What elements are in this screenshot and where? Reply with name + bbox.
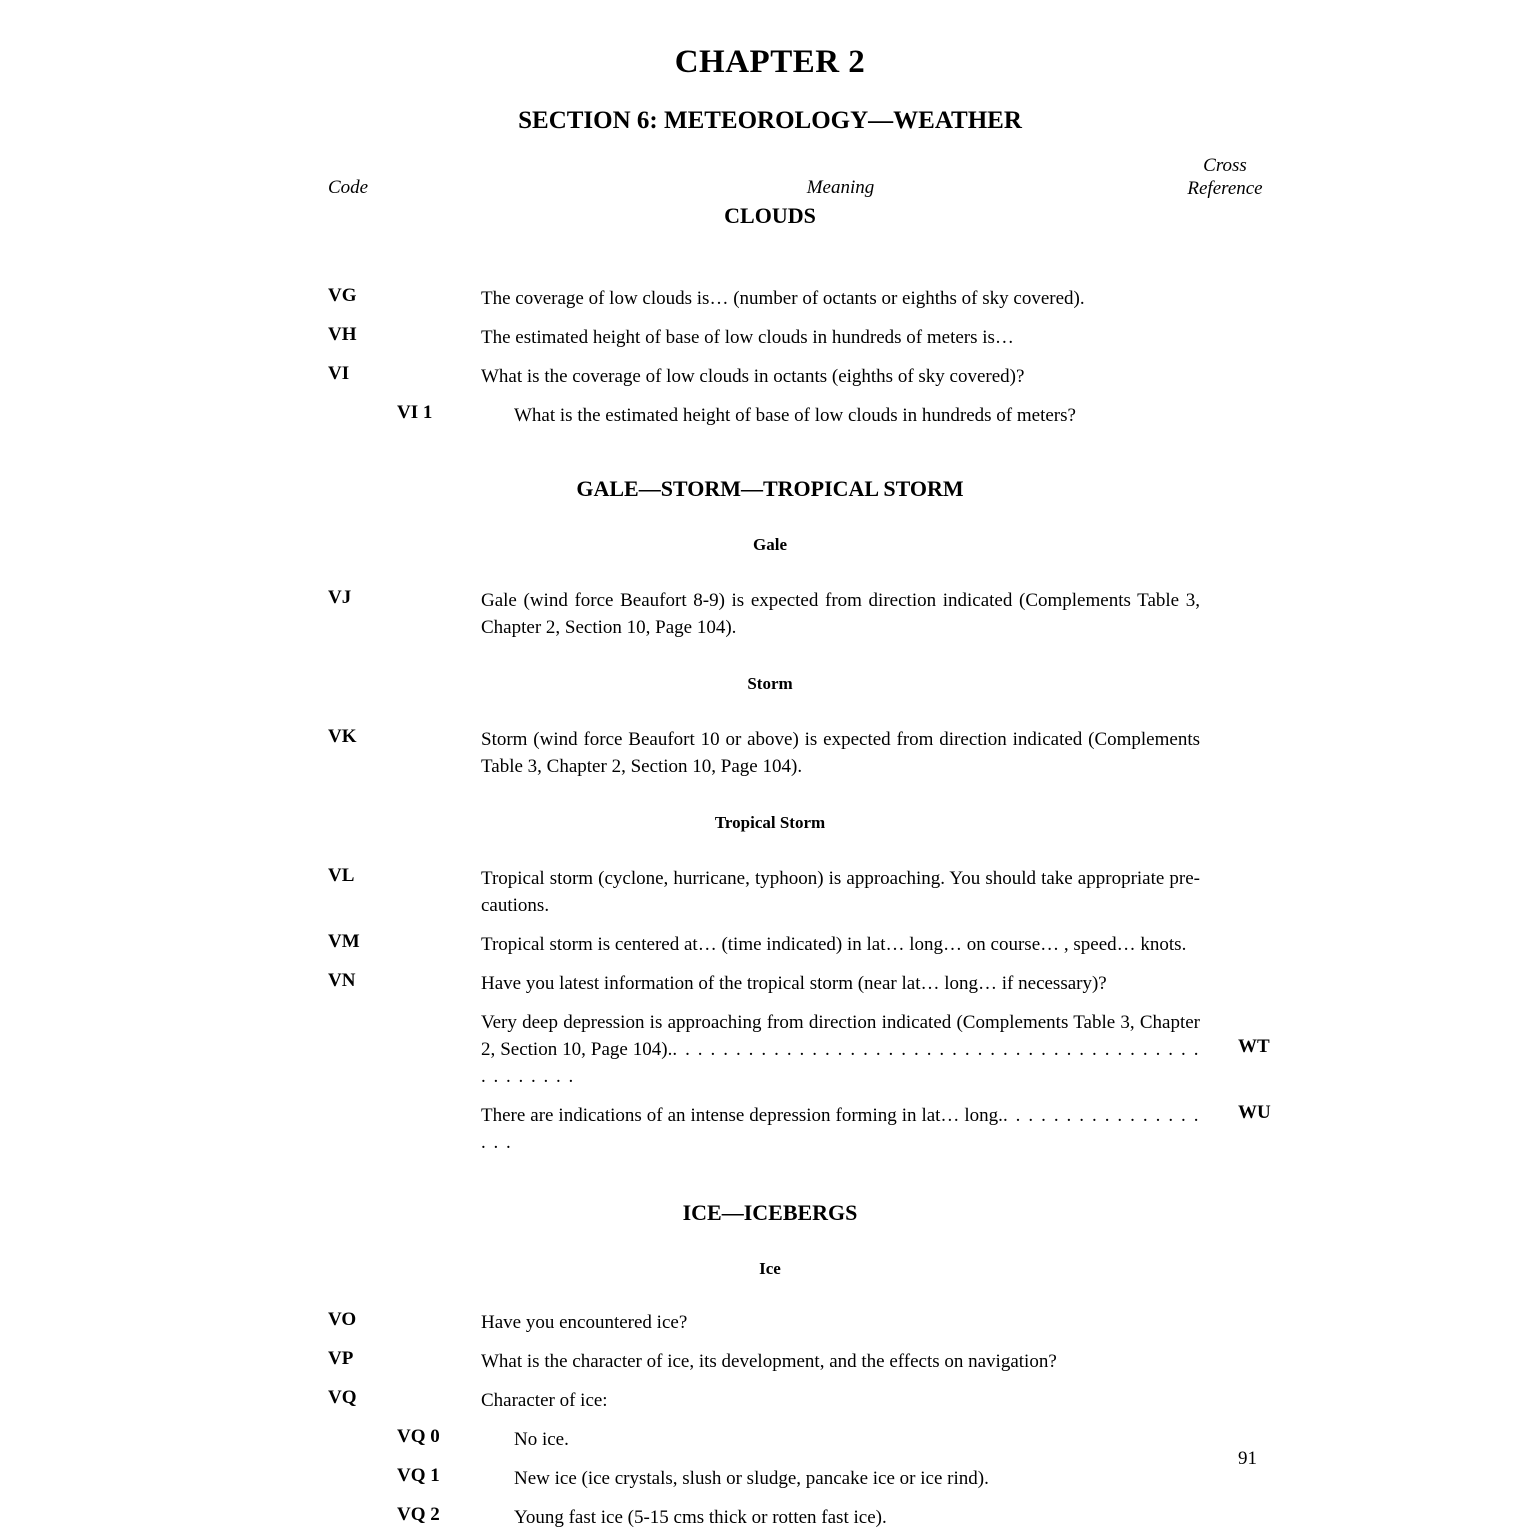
entry-code: VQ 1	[397, 1465, 440, 1486]
entry-code: VJ	[328, 587, 352, 608]
entry-code: VL	[328, 865, 355, 886]
column-header-code: Code	[328, 177, 369, 198]
entry-code: VO	[328, 1309, 357, 1330]
entry-meaning	[481, 1009, 1200, 1090]
entry-vi	[0, 363, 1540, 390]
entry-vm	[0, 931, 1540, 958]
entry-meaning: What is the character of ice, its development, and the effects on navigation?	[481, 1351, 1057, 1372]
entry-meaning-text: There are indications of an intense depression forming in lat… long.	[481, 1105, 1003, 1126]
entry-meaning	[481, 1102, 1200, 1156]
heading-ice-icebergs: ICE—ICEBERGS	[682, 1200, 858, 1225]
entry-meaning: What is the estimated height of base of low clouds in hundreds of meters?	[514, 405, 1076, 426]
column-header-meaning: Meaning	[806, 177, 875, 198]
entry-code: VQ 2	[397, 1504, 440, 1525]
column-header-cross-reference	[1160, 154, 1290, 200]
column-header-cross-reference-line1: Cross	[1203, 155, 1247, 176]
entry-code: VQ 0	[397, 1426, 440, 1447]
dot-leader: . . . . . . . . . . . . . . . . . . .	[481, 1105, 1201, 1153]
entry-code: VK	[328, 726, 357, 747]
cross-reference-code: WT	[1238, 1036, 1270, 1057]
subheading-ice: Ice	[759, 1259, 781, 1278]
section-title: SECTION 6: METEOROLOGY—WEATHER	[518, 107, 1022, 134]
entry-vo	[0, 1309, 1540, 1336]
entry-meaning: The coverage of low clouds is… (number of octants or eighths of sky covered).	[481, 288, 1085, 309]
entry-meaning: Tropical storm is centered at… (time indicated) in lat… long… on course… , speed… knots.	[481, 934, 1187, 955]
heading-clouds: CLOUDS	[724, 203, 816, 228]
entry-vl	[0, 865, 1540, 919]
entry-vk	[0, 726, 1540, 780]
entry-code: VI	[328, 363, 350, 384]
entry-vq	[0, 1387, 1540, 1414]
entry-vq-1	[0, 1465, 1540, 1492]
entry-meaning: No ice.	[514, 1429, 569, 1450]
column-header-cross-reference-line2: Reference	[1187, 178, 1263, 199]
chapter-title: CHAPTER 2	[674, 44, 866, 80]
entry-meaning: Have you encountered ice?	[481, 1312, 688, 1333]
entry-vg	[0, 285, 1540, 312]
entry-code: VP	[328, 1348, 354, 1369]
entry-meaning-text: Very deep depression is approaching from direction indicated (Complements Table 3, Chapter 2, Section 10, Page 104).	[481, 1012, 1200, 1060]
entry-meaning: Character of ice:	[481, 1390, 608, 1411]
document-content	[0, 203, 1540, 1531]
entry-vq-2	[0, 1504, 1540, 1531]
entry-meaning: Have you latest information of the tropical storm (near lat… long… if necessary)?	[481, 973, 1107, 994]
subheading-tropical-storm: Tropical Storm	[714, 813, 826, 832]
entry-meaning: Tropical storm (cyclone, hurricane, typhoon) is approaching. You should take appropriate precautions.	[481, 868, 1200, 916]
entry-code: VN	[328, 970, 356, 991]
entry-vq-0	[0, 1426, 1540, 1453]
entry-vh	[0, 324, 1540, 351]
entry-meaning: Gale (wind force Beaufort 8-9) is expected from direction indicated (Complements Table 3, Chapter 2, Section 10, Page 104).	[481, 590, 1200, 638]
entry-xref-wu	[0, 1102, 1540, 1156]
entry-code: VI 1	[397, 402, 433, 423]
entry-meaning: The estimated height of base of low clouds in hundreds of meters is…	[481, 327, 1014, 348]
entry-meaning: Young fast ice (5-15 cms thick or rotten fast ice).	[514, 1507, 887, 1528]
page-number: 91	[1238, 1448, 1257, 1469]
entry-meaning: New ice (ice crystals, slush or sludge, pancake ice or ice rind).	[514, 1468, 989, 1489]
entry-code: VM	[328, 931, 360, 952]
entry-vn	[0, 970, 1540, 997]
entry-vj	[0, 587, 1540, 641]
entry-code: VQ	[328, 1387, 357, 1408]
entry-code: VH	[328, 324, 357, 345]
entry-vp	[0, 1348, 1540, 1375]
entry-meaning: Storm (wind force Beaufort 10 or above) is expected from direction indicated (Complements Table 3, Chapter 2, Section 10, Page 104).	[481, 729, 1200, 777]
entry-code: VG	[328, 285, 357, 306]
cross-reference-code: WU	[1238, 1102, 1271, 1123]
subheading-gale: Gale	[753, 535, 787, 554]
entry-vi-1	[0, 402, 1540, 429]
dot-leader: . . . . . . . . . . . . . . . . . . . . . . . . . . . . . . . . . . . . . . . . . . . . . . . . . .	[481, 1039, 1200, 1087]
entry-xref-wt	[0, 1009, 1540, 1090]
subheading-storm: Storm	[747, 674, 793, 693]
entry-meaning: What is the coverage of low clouds in octants (eighths of sky covered)?	[481, 366, 1025, 387]
heading-gale-storm-tropical-storm: GALE—STORM—TROPICAL STORM	[576, 476, 964, 501]
